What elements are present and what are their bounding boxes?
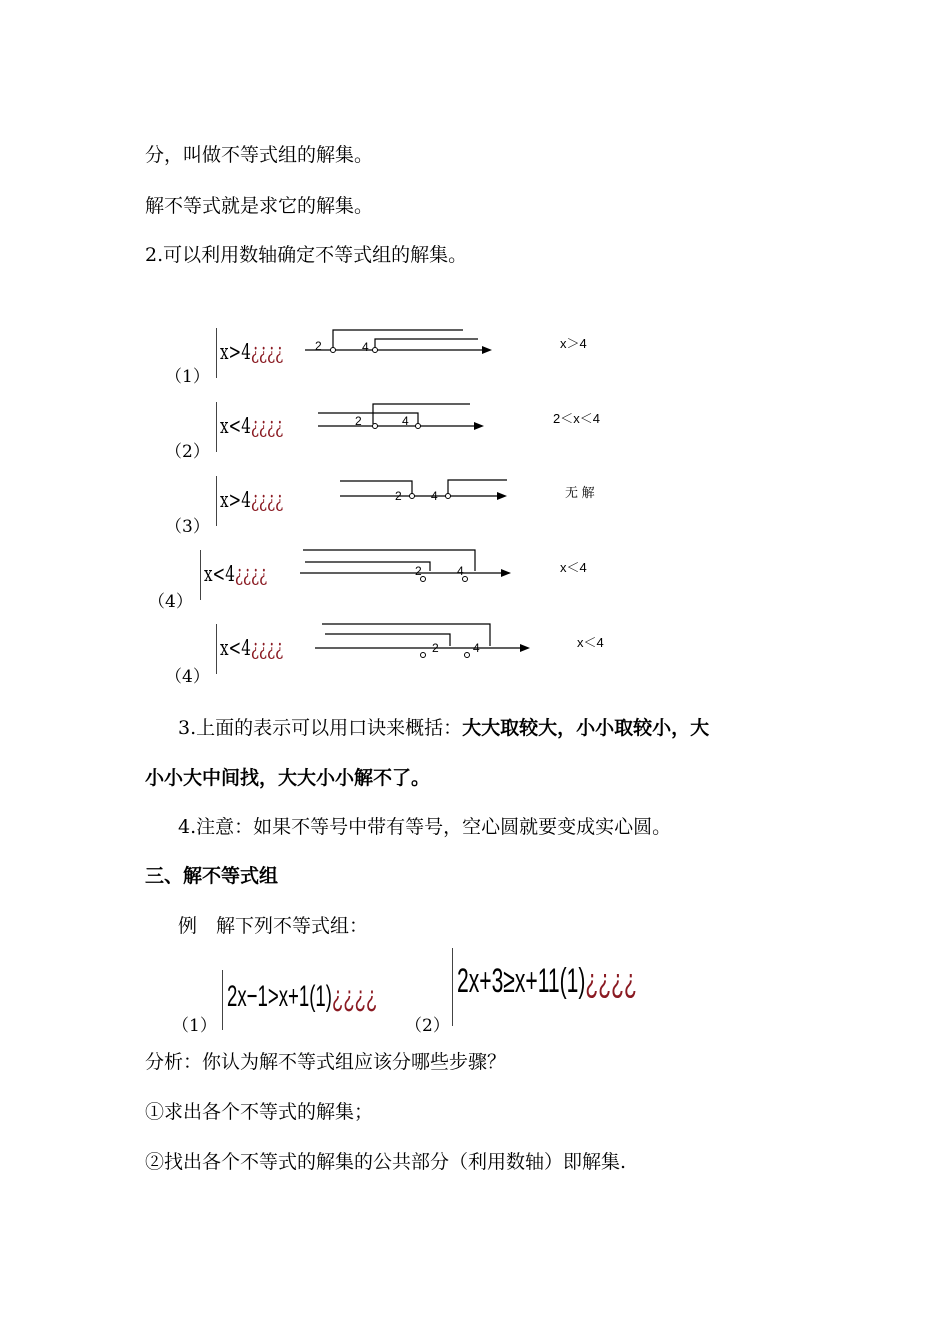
tick-label-4: 4 (362, 340, 369, 354)
system-expression: x>4¿¿¿¿ (220, 340, 284, 364)
solution-result: 2＜x＜4 (553, 411, 600, 426)
paragraph-1: 分，叫做不等式组的解集。 (145, 144, 374, 166)
system-brace (216, 402, 217, 452)
figure-label: （4） (148, 592, 193, 612)
tick-label-2: 2 (355, 414, 362, 428)
figure-label: （3） (165, 517, 210, 537)
mnemonic-line-1: 3.上面的表示可以用口诀来概括：大大取较大，小小取较小，大 (178, 717, 710, 739)
number-line-4 (295, 542, 525, 587)
system-brace (216, 624, 217, 674)
system-expression: x>4¿¿¿¿ (220, 488, 284, 512)
figure-label: （2） (165, 442, 210, 462)
section-heading: 三、解不等式组 (145, 865, 279, 887)
system-expression: x<4¿¿¿¿ (220, 636, 284, 660)
analysis-question: 分析：你认为解不等式组应该分哪些步骤？ (145, 1051, 507, 1073)
tick-label-4: 4 (457, 564, 464, 578)
solution-result: x＜4 (560, 560, 587, 575)
paragraph-3: 2.可以利用数轴确定不等式组的解集。 (145, 244, 468, 266)
system-expression: 2x+3≥x+11(1)¿¿¿¿ (457, 962, 637, 1000)
number-line-3 (335, 472, 525, 512)
tick-label-2: 2 (432, 641, 439, 655)
tick-label-2: 2 (395, 489, 402, 503)
system-brace (216, 476, 217, 526)
figure-label: （4） (165, 667, 210, 687)
system-expression: 2x−1>x+1(1)¿¿¿¿ (227, 980, 378, 1013)
tick-label-4: 4 (473, 641, 480, 655)
system-brace (216, 328, 217, 378)
mnemonic-line-2: 小小大中间找，大大小小解不了。 (145, 767, 431, 789)
system-expression: x<4¿¿¿¿ (220, 414, 284, 438)
tick-label-2: 2 (415, 564, 422, 578)
tick-label-4: 4 (431, 489, 438, 503)
solution-result: x＞4 (560, 336, 587, 351)
example-label: （2） (405, 1016, 450, 1036)
solution-result: x＜4 (577, 635, 604, 650)
number-line-1 (300, 322, 500, 362)
system-expression: x<4¿¿¿¿ (204, 562, 268, 586)
note-paragraph: 4.注意：如果不等号中带有等号，空心圆就要变成实心圆。 (178, 816, 672, 838)
system-brace (222, 970, 223, 1030)
number-line-2 (310, 398, 500, 438)
number-line-5 (310, 618, 540, 663)
system-brace (200, 550, 201, 600)
example-intro: 例 解下列不等式组： (178, 915, 369, 937)
figure-label: （1） (165, 367, 210, 387)
example-label: （1） (172, 1016, 217, 1036)
tick-label-4: 4 (402, 414, 409, 428)
step-1: ①求出各个不等式的解集； (145, 1101, 374, 1123)
paragraph-2: 解不等式就是求它的解集。 (145, 195, 374, 217)
step-2: ②找出各个不等式的解集的公共部分（利用数轴）即解集. (145, 1151, 627, 1173)
system-brace (452, 948, 453, 1026)
tick-label-2: 2 (315, 339, 322, 353)
solution-result: 无 解 (565, 485, 595, 500)
